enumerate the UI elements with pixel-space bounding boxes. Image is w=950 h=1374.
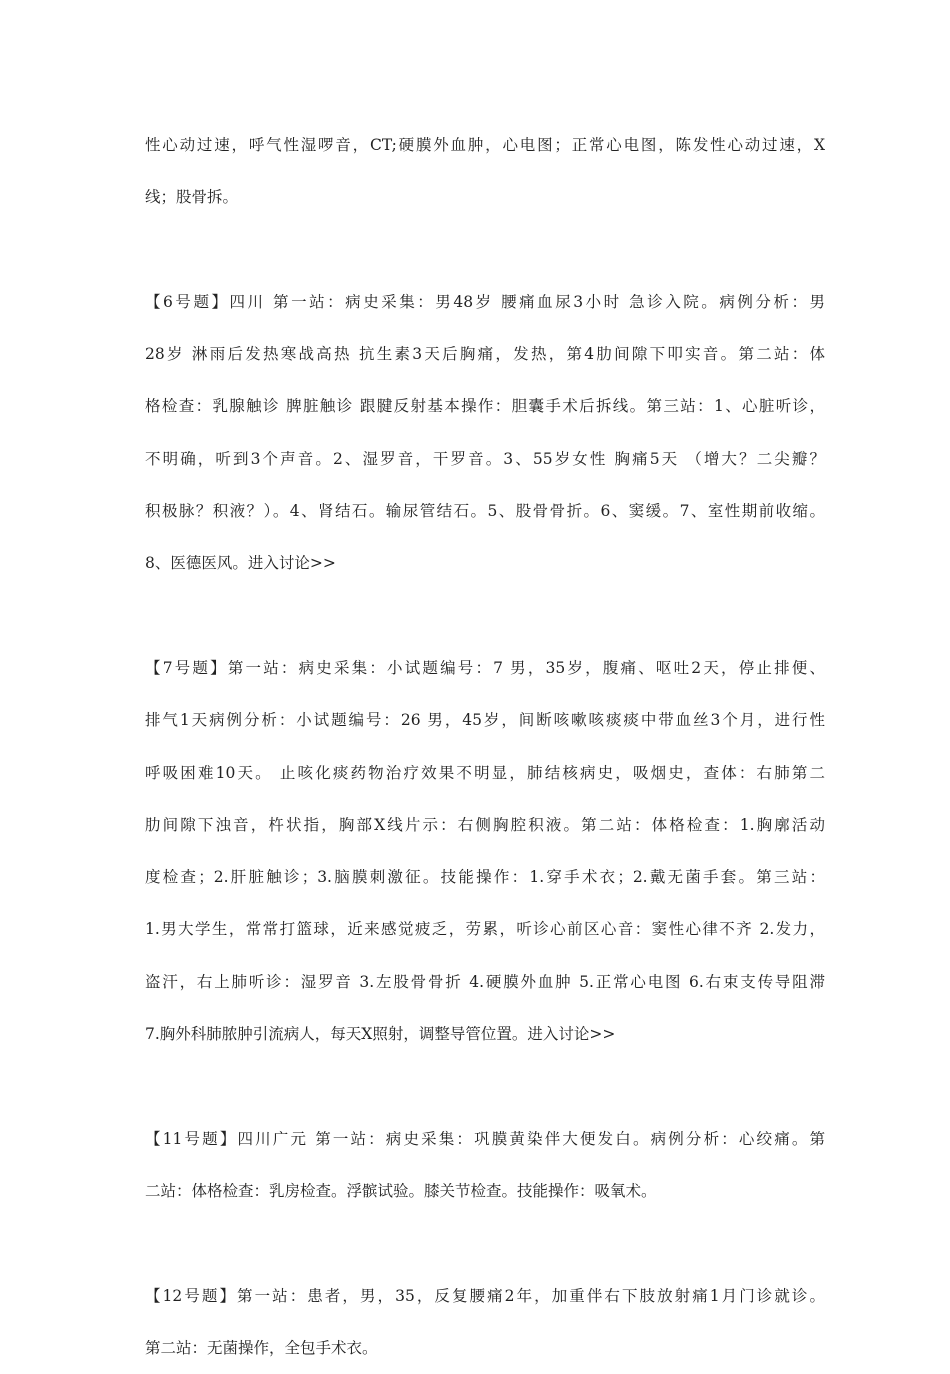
text-line: 8、医德医风。进入讨论>> xyxy=(145,554,336,573)
text-line: 不明确，听到3个声音。2、湿罗音，干罗音。3、55岁女性 胸痛5天 （增大？二尖瓣？ xyxy=(145,449,825,468)
paragraph-question-6 xyxy=(145,276,825,590)
paragraph-question-12 xyxy=(145,1270,825,1374)
text-line: 【7号题】第一站：病史采集：小试题编号：7 男，35岁，腹痛、呕吐2天，停止排便、 xyxy=(145,658,825,677)
paragraph-continuation xyxy=(145,119,825,224)
text-line: 格检查：乳腺触诊 脾脏触诊 跟腱反射基本操作：胆囊手术后拆线。第三站：1、心脏听诊， xyxy=(145,397,825,416)
paragraph-question-11 xyxy=(145,1113,825,1218)
paragraph-question-7 xyxy=(145,642,825,1060)
text-line: 积极脉？积液？）。4、肾结石。输尿管结石。5、股骨骨折。6、窦缓。7、室性期前收缩。 xyxy=(145,502,825,521)
text-line: 性心动过速，呼气性湿啰音，CT;硬膜外血肿，心电图；正常心电图，陈发性心动过速，X xyxy=(145,136,825,154)
text-line: 【11号题】四川广元 第一站：病史采集：巩膜黄染伴大便发白。病例分析：心绞痛。第 xyxy=(145,1129,825,1148)
text-line: 28岁 淋雨后发热寒战高热 抗生素3天后胸痛，发热，第4肋间隙下叩实音。第二站：体 xyxy=(145,345,825,364)
text-line: 线；股骨拆。 xyxy=(145,188,239,207)
document-body xyxy=(145,119,825,1374)
text-line: 盗汗，右上肺听诊：湿罗音 3.左股骨骨折 4.硬膜外血肿 5.正常心电图 6.右束支传导阻滞 xyxy=(145,972,825,991)
text-line: 1.男大学生，常常打篮球，近来感觉疲乏，劳累，听诊心前区心音：窦性心律不齐 2.发力， xyxy=(145,920,825,939)
text-line: 【6号题】四川 第一站：病史采集：男48岁 腰痛血尿3小时 急诊入院。病例分析：男 xyxy=(145,292,825,311)
text-line: 第二站：无菌操作，全包手术衣。 xyxy=(145,1338,378,1357)
text-line: 二站：体格检查：乳房检查。浮髌试验。膝关节检查。技能操作：吸氧术。 xyxy=(145,1181,657,1200)
text-line: 【12号题】第一站：患者，男，35，反复腰痛2年，加重伴右下肢放射痛1月门诊就诊。 xyxy=(145,1286,825,1305)
text-line: 度检查；2.肝脏触诊；3.脑膜刺激征。技能操作：1.穿手术衣；2.戴无菌手套。第三站： xyxy=(145,868,825,887)
text-line: 肋间隙下浊音，杵状指，胸部X线片示：右侧胸腔积液。第二站：体格检查：1.胸廓活动 xyxy=(145,815,825,834)
text-line: 7.胸外科肺脓肿引流病人，每天X照射，调整导管位置。进入讨论>> xyxy=(145,1025,616,1044)
text-line: 排气1天病例分析：小试题编号：26 男，45岁，间断咳嗽咳痰痰中带血丝3个月，进行性 xyxy=(145,711,825,730)
text-line: 呼吸困难10天。 止咳化痰药物治疗效果不明显，肺结核病史，吸烟史，查体：右肺第二 xyxy=(145,763,825,782)
